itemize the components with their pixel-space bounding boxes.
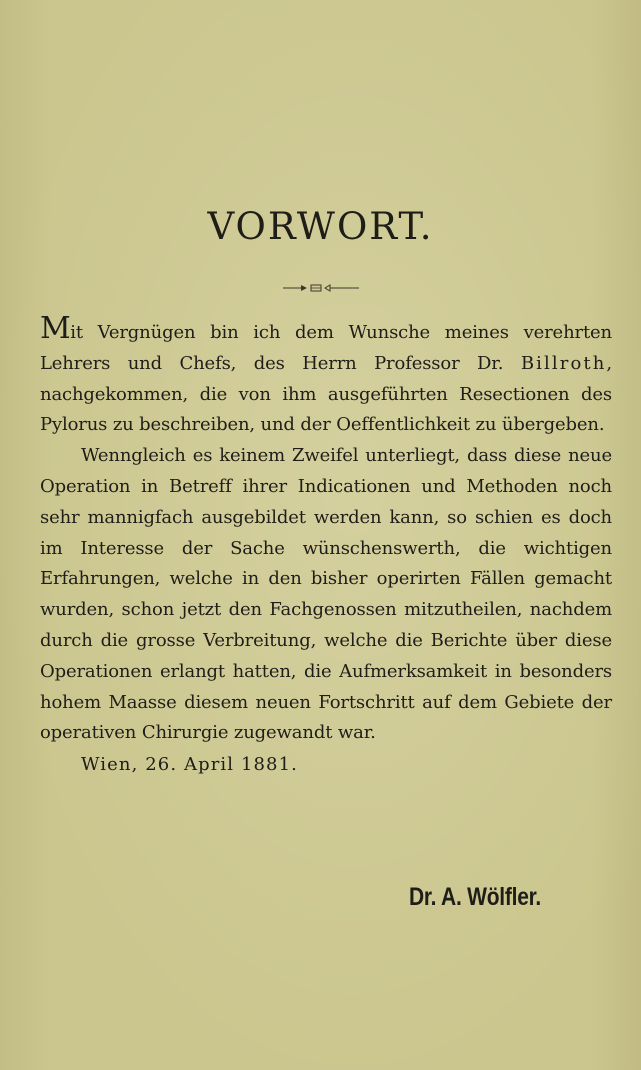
- dateline: Wien, 26. April 1881.: [81, 754, 298, 775]
- signature: Dr. A. Wölfler.: [409, 883, 541, 911]
- name-billroth: Billroth: [520, 352, 607, 374]
- paragraph-1: [40, 311, 612, 441]
- ornament-rule-icon: [283, 282, 359, 294]
- paragraph-1-start: it Vergnügen bin ich dem Wunsche meines verehrten Lehrers und Chefs, des Herrn Professor Dr.: [40, 322, 612, 374]
- page-title: VORWORT.: [207, 205, 434, 248]
- paragraph-1-end: , nachgekommen, die von ihm ausgeführten Resectionen des Pylorus zu beschreiben, und der Oeffentlichkeit zu übergeben.: [40, 352, 612, 436]
- preface-body: [40, 311, 612, 749]
- paragraph-2: Wenngleich es keinem Zweifel unterliegt, dass diese neue Operation in Betreff ihrer Indicationen und Methoden noch sehr mannigfach ausgebildet werden kann, so schien es doch im Interesse der Sache wünschenswerth, die wichtigen Erfahrungen, welche in den bisher operirten Fällen gemacht wurden, schon jetzt den Fachgenossen mitzutheilen, nachdem durch die grosse Verbreitung, welche die Berichte über diese Operationen erlangt hatten, die Aufmerksamkeit in besonders hohem Maasse diesem neuen Fortschritt auf dem Gebiete der operativen Chirurgie zugewandt war.: [40, 445, 612, 744]
- drop-cap: M: [40, 311, 71, 346]
